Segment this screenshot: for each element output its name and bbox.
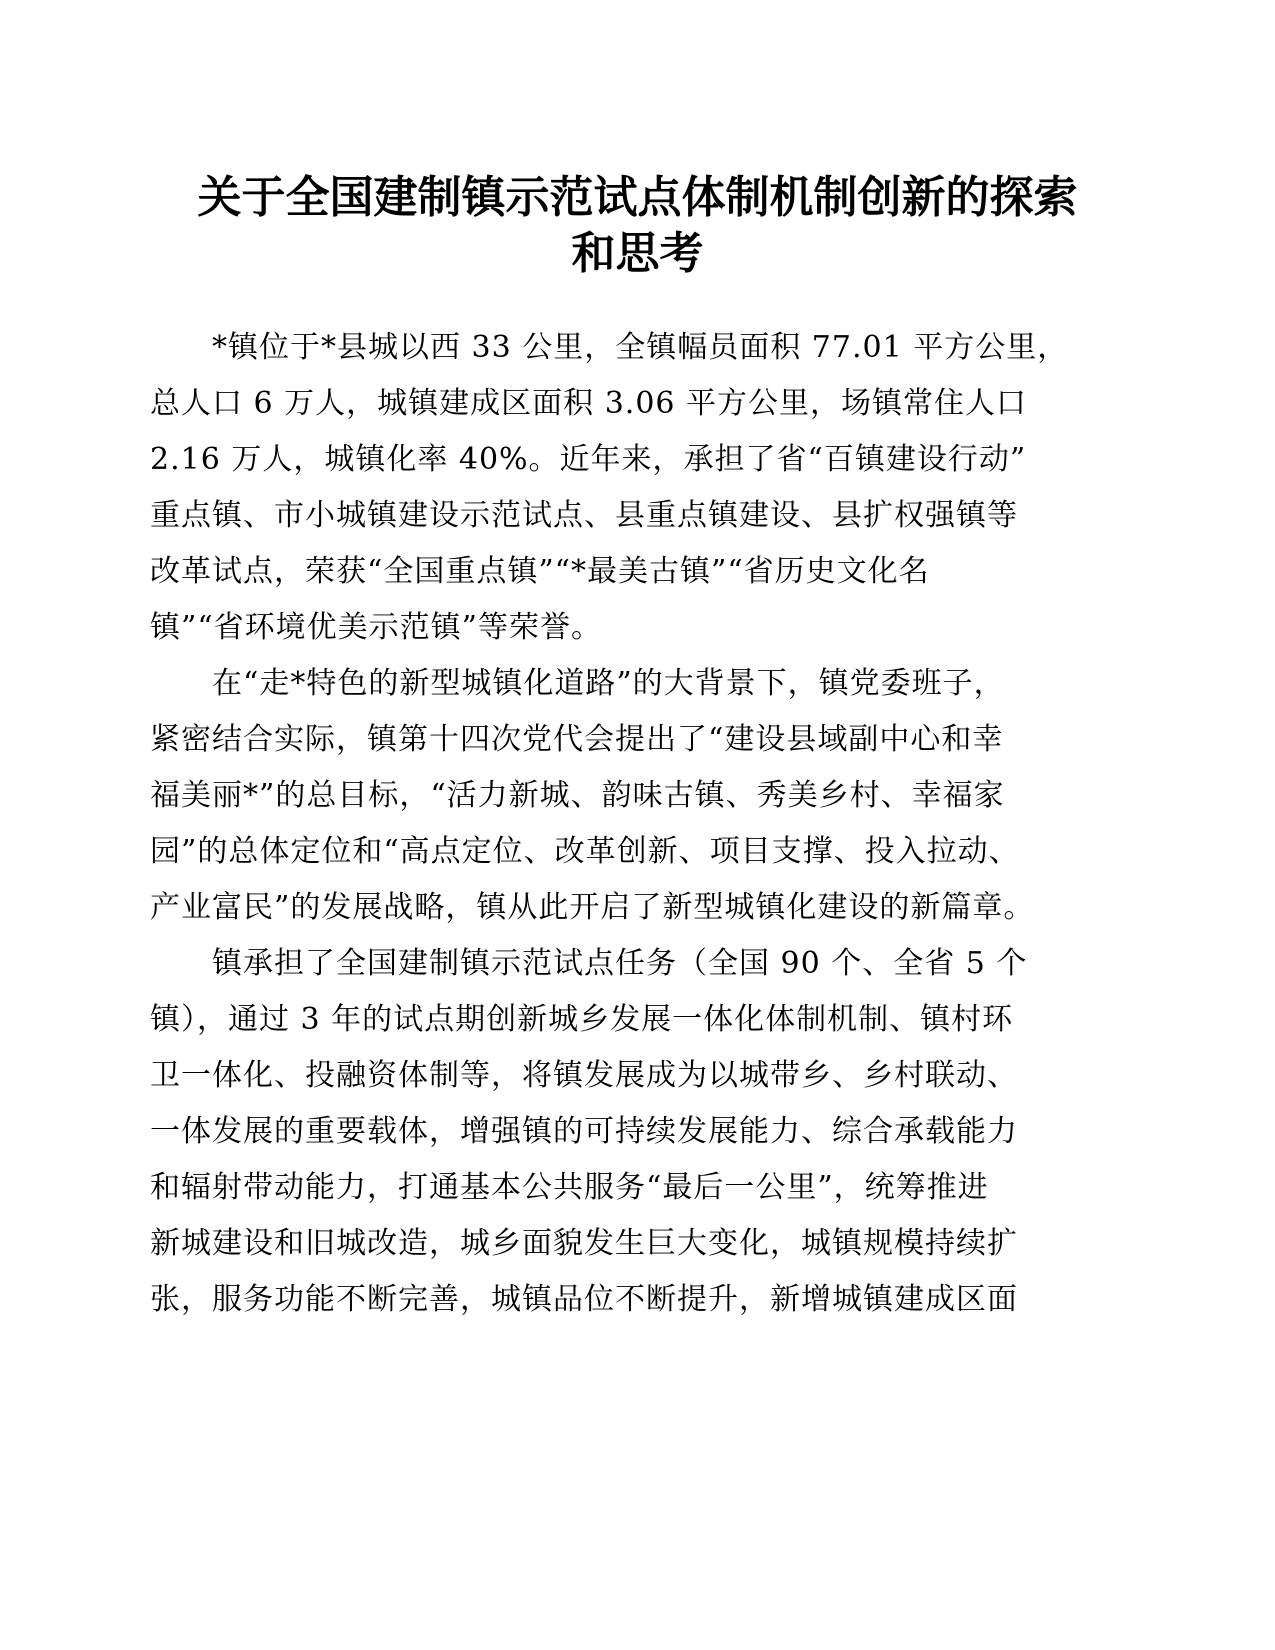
text-line: 2.16 万人，城镇化率 40%。近年来，承担了省“百镇建设行动” bbox=[150, 442, 1027, 477]
text-line: 和辐射带动能力，打通基本公共服务“最后一公里”，统筹推进 bbox=[150, 1170, 989, 1205]
text-line: 镇承担了全国建制镇示范试点任务（全国 90 个、全省 5 个 bbox=[212, 946, 1028, 981]
text-line: 总人口 6 万人，城镇建成区面积 3.06 平方公里，场镇常住人口 bbox=[150, 386, 1028, 421]
title-line-1: 关于全国建制镇示范试点体制机制创新的探索 bbox=[197, 172, 1078, 223]
text-line: 紧密结合实际，镇第十四次党代会提出了“建设县域副中心和幸 bbox=[150, 722, 1004, 757]
text-line: 卫一体化、投融资体制等，将镇发展成为以城带乡、乡村联动、 bbox=[150, 1058, 1018, 1093]
text-line: *镇位于*县城以西 33 公里，全镇幅员面积 77.01 平方公里， bbox=[212, 330, 1069, 365]
text-line: 园”的总体定位和“高点定位、改革创新、项目支撑、投入拉动、 bbox=[150, 834, 1020, 869]
text-line: 重点镇、市小城镇建设示范试点、县重点镇建设、县扩权强镇等 bbox=[150, 498, 1018, 533]
text-line: 在“走*特色的新型城镇化道路”的大背景下，镇党委班子， bbox=[212, 666, 1005, 701]
paragraph-1 bbox=[150, 320, 1110, 656]
paragraph-2 bbox=[150, 656, 1110, 936]
text-line: 镇），通过 3 年的试点期创新城乡发展一体化体制机制、镇村环 bbox=[150, 1002, 1014, 1037]
text-line: 张，服务功能不断完善，城镇品位不断提升，新增城镇建成区面 bbox=[150, 1282, 1018, 1317]
text-line: 一体发展的重要载体，增强镇的可持续发展能力、综合承载能力 bbox=[150, 1114, 1018, 1149]
title-line-2: 和思考 bbox=[571, 228, 704, 279]
document-body bbox=[150, 320, 1110, 1328]
text-line: 镇”“省环境优美示范镇”等荣誉。 bbox=[150, 610, 603, 645]
text-line: 新城建设和旧城改造，城乡面貌发生巨大变化，城镇规模持续扩 bbox=[150, 1226, 1018, 1261]
document-title bbox=[150, 170, 1125, 282]
paragraph-3 bbox=[150, 936, 1110, 1328]
text-line: 改革试点，荣获“全国重点镇”“*最美古镇”“省历史文化名 bbox=[150, 554, 930, 589]
text-line: 福美丽*”的总目标，“活力新城、韵味古镇、秀美乡村、幸福家 bbox=[150, 778, 1005, 813]
text-line: 产业富民”的发展战略，镇从此开启了新型城镇化建设的新篇章。 bbox=[150, 890, 1035, 925]
